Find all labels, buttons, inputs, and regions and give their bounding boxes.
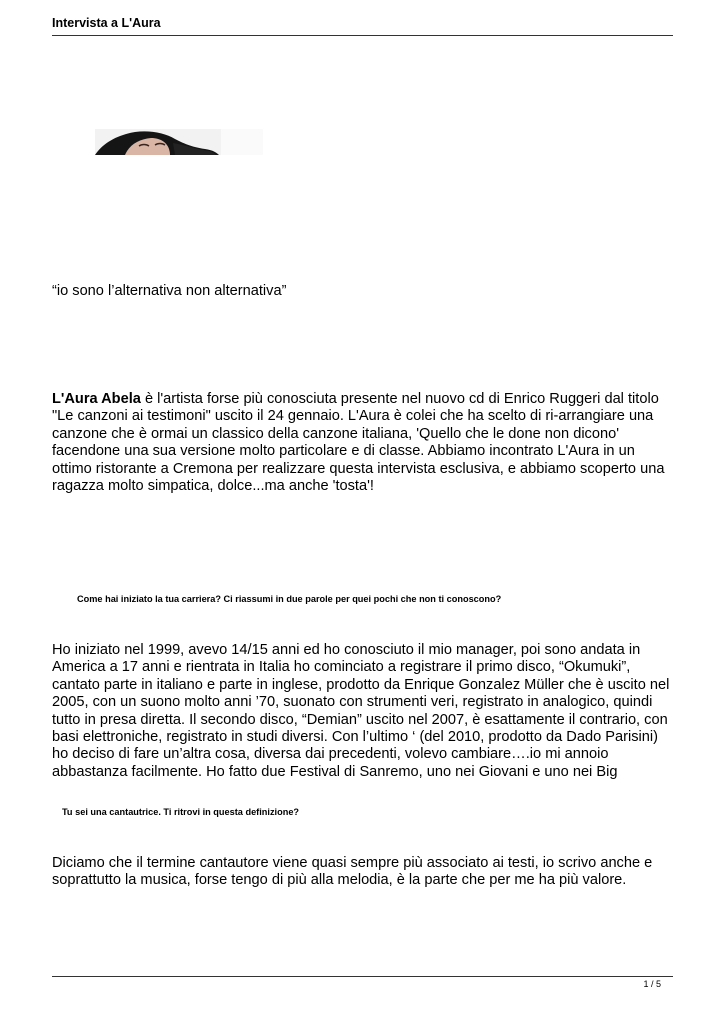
page-number: 1 / 5 — [643, 979, 661, 989]
interview-tagline: “io sono l’alternativa non alternativa” — [52, 283, 287, 299]
interview-question-2: Tu sei una cantautrice. Ti ritrovi in questa definizione? — [62, 807, 300, 817]
interview-answer-2: Diciamo che il termine cantautore viene quasi sempre più associato ai testi, io scrivo anche e soprattutto la musica, forse tengo di più alla melodia, è la parte che per me ha più valore. — [52, 855, 653, 889]
artist-name: L'Aura Abela — [52, 391, 141, 407]
artist-photo — [95, 129, 263, 155]
intro-text: è l'artista forse più conosciuta presente nel nuovo cd di Enrico Ruggeri dal titolo "Le canzoni ai testimoni" uscito il 24 gennaio. L'Aura è colei che ha scelto di ri-arrangiare una canzone che è ormai un classico della canzone italiana, 'Quello che le done non dicono' facendone una sua versione molto particolare e di classe. Abbiamo incontrato L'Aura in un ottimo ristorante a Cremona per realizzare questa intervista esclusiva, e abbiamo scoperto una ragazza molto simpatica, dolce...ma anche 'tosta'! — [52, 391, 665, 495]
interview-answer-1: Ho iniziato nel 1999, avevo 14/15 anni ed ho conosciuto il mio manager, poi sono andata in America a 17 anni e rientrata in Italia ho cominciato a registrare il primo disco, “Okumuki”, cantato parte in italiano e parte in inglese, prodotto da Enrique Gonzalez Müller che è uscito nel 2005, con un suono molto anni ’70, suonato con strumenti veri, registrato in analogico, quindi tutto in presa diretta. Il secondo disco, “Demian” uscito nel 2007, è esattamente il contrario, con basi elettroniche, registrato in studi diversi. Con l’ultimo ‘ (del 2010, prodotto da Dado Parisini) ho deciso di fare un’altra cosa, diversa dai precedenti, volevo cambiare….io mi annoio abbastanza facilmente. Ho fatto due Festival di Sanremo, uno nei Giovani e uno nei Big — [52, 642, 670, 780]
interview-question-1: Come hai iniziato la tua carriera? Ci riassumi in due parole per quei pochi che non ti conoscono? — [77, 594, 502, 604]
footer-divider — [52, 976, 673, 977]
header-divider — [52, 35, 673, 36]
document-title: Intervista a L'Aura — [52, 16, 161, 30]
intro-paragraph — [52, 391, 677, 495]
